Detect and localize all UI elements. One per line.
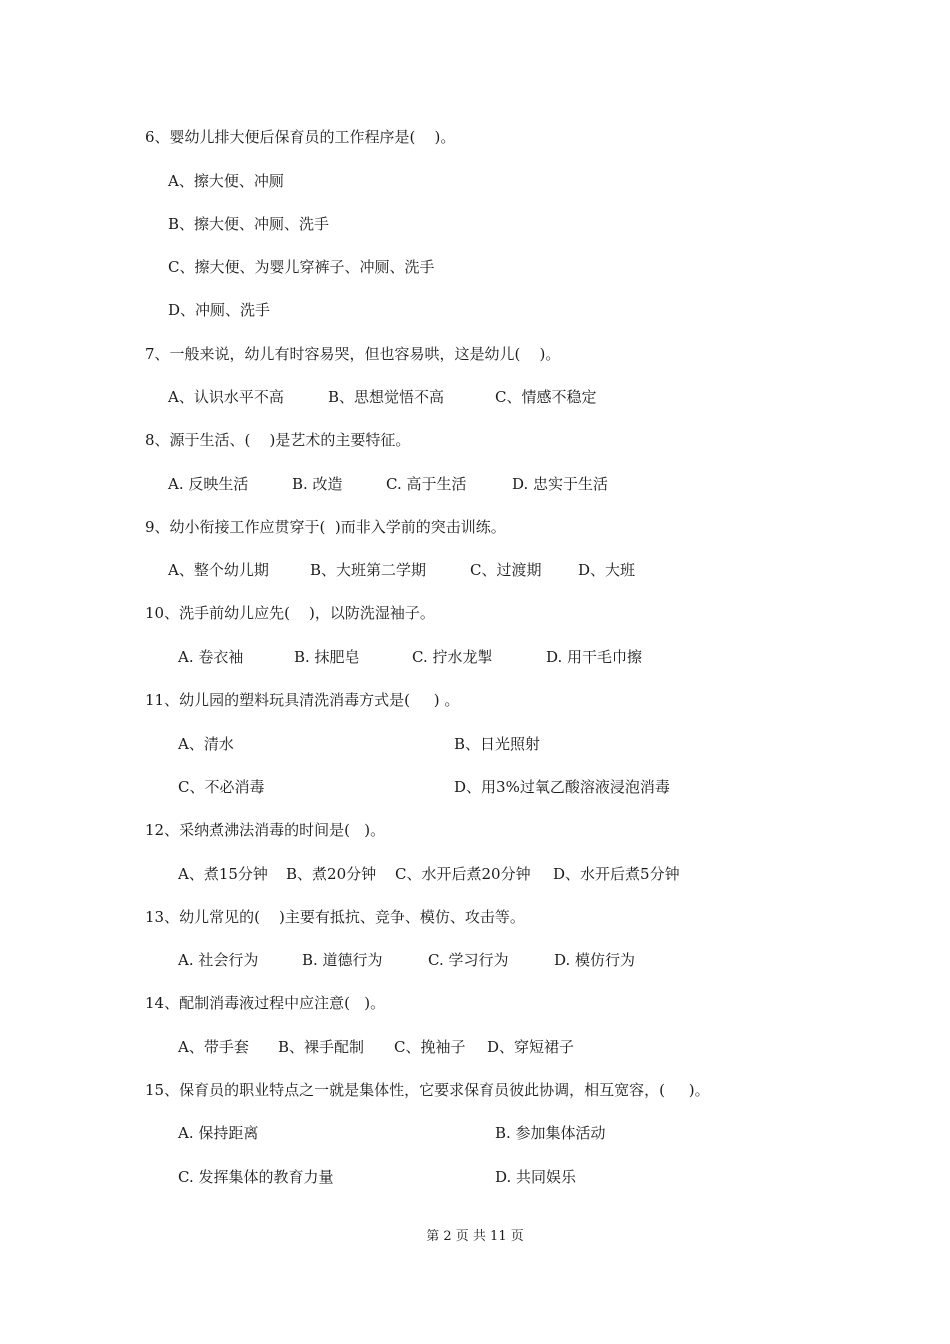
question-option: D、水开后煮5分钟 <box>553 865 680 883</box>
question-option: D、冲厕、洗手 <box>168 301 271 319</box>
question-option: A. 社会行为 <box>178 951 259 969</box>
question-option: C、擦大便、为婴儿穿裤子、冲厕、洗手 <box>168 258 435 276</box>
question-option: D、穿短裙子 <box>487 1038 575 1056</box>
question-option: B、煮20分钟 <box>286 865 377 883</box>
question-stem: 14、配制消毒液过程中应注意( )。 <box>145 994 386 1012</box>
question-option: A. 卷衣袖 <box>178 648 244 666</box>
question-option: A. 反映生活 <box>168 475 249 493</box>
question-option: C. 发挥集体的教育力量 <box>178 1168 334 1186</box>
question-option: D. 用干毛巾擦 <box>546 648 643 666</box>
question-option: D. 模仿行为 <box>554 951 636 969</box>
question-option: A、认识水平不高 <box>168 388 284 406</box>
question-option: C. 学习行为 <box>428 951 509 969</box>
question-option: A、擦大便、冲厕 <box>168 172 284 190</box>
question-option: D、用3%过氧乙酸溶液浸泡消毒 <box>454 778 670 796</box>
question-option: B. 抹肥皂 <box>294 648 360 666</box>
question-stem: 13、幼儿常见的( )主要有抵抗、竞争、模仿、攻击等。 <box>145 908 525 926</box>
question-option: A、整个幼儿期 <box>168 561 269 579</box>
question-option: C、水开后煮20分钟 <box>395 865 531 883</box>
question-option: C、过渡期 <box>470 561 542 579</box>
question-option: B、思想觉悟不高 <box>328 388 445 406</box>
question-option: B、大班第二学期 <box>310 561 427 579</box>
question-option: C、挽袖子 <box>394 1038 466 1056</box>
question-option: A、带手套 <box>178 1038 249 1056</box>
question-option: C. 拧水龙掣 <box>412 648 493 666</box>
question-option: D. 共同娱乐 <box>495 1168 577 1186</box>
question-stem: 8、源于生活、( )是艺术的主要特征。 <box>145 431 411 449</box>
question-option: D. 忠实于生活 <box>512 475 609 493</box>
question-option: B、擦大便、冲厕、洗手 <box>168 215 330 233</box>
question-stem: 11、幼儿园的塑料玩具清洗消毒方式是( ) 。 <box>145 691 460 709</box>
question-option: C、情感不稳定 <box>495 388 597 406</box>
question-option: B、裸手配制 <box>278 1038 365 1056</box>
question-option: B. 参加集体活动 <box>495 1124 606 1142</box>
question-stem: 12、采纳煮沸法消毒的时间是( )。 <box>145 821 386 839</box>
page-footer: 第 2 页 共 11 页 <box>426 1229 524 1244</box>
question-option: A、清水 <box>178 735 234 753</box>
question-stem: 6、婴幼儿排大便后保育员的工作程序是( )。 <box>145 128 456 146</box>
question-stem: 10、洗手前幼儿应先( )，以防洗湿袖子。 <box>145 604 435 622</box>
question-stem: 9、幼小衔接工作应贯穿于( )而非入学前的突击训练。 <box>145 518 506 536</box>
question-option: C、不必消毒 <box>178 778 265 796</box>
question-option: B. 改造 <box>292 475 343 493</box>
question-stem: 7、一般来说，幼儿有时容易哭，但也容易哄，这是幼儿( )。 <box>145 345 561 363</box>
question-option: A、煮15分钟 <box>178 865 268 883</box>
question-option: B、日光照射 <box>454 735 541 753</box>
question-stem: 15、保育员的职业特点之一就是集体性，它要求保育员彼此协调，相互宽容，( )。 <box>145 1081 710 1099</box>
question-option: C. 高于生活 <box>386 475 467 493</box>
question-option: B. 道德行为 <box>302 951 383 969</box>
question-option: A. 保持距离 <box>178 1124 259 1142</box>
question-option: D、大班 <box>578 561 636 579</box>
